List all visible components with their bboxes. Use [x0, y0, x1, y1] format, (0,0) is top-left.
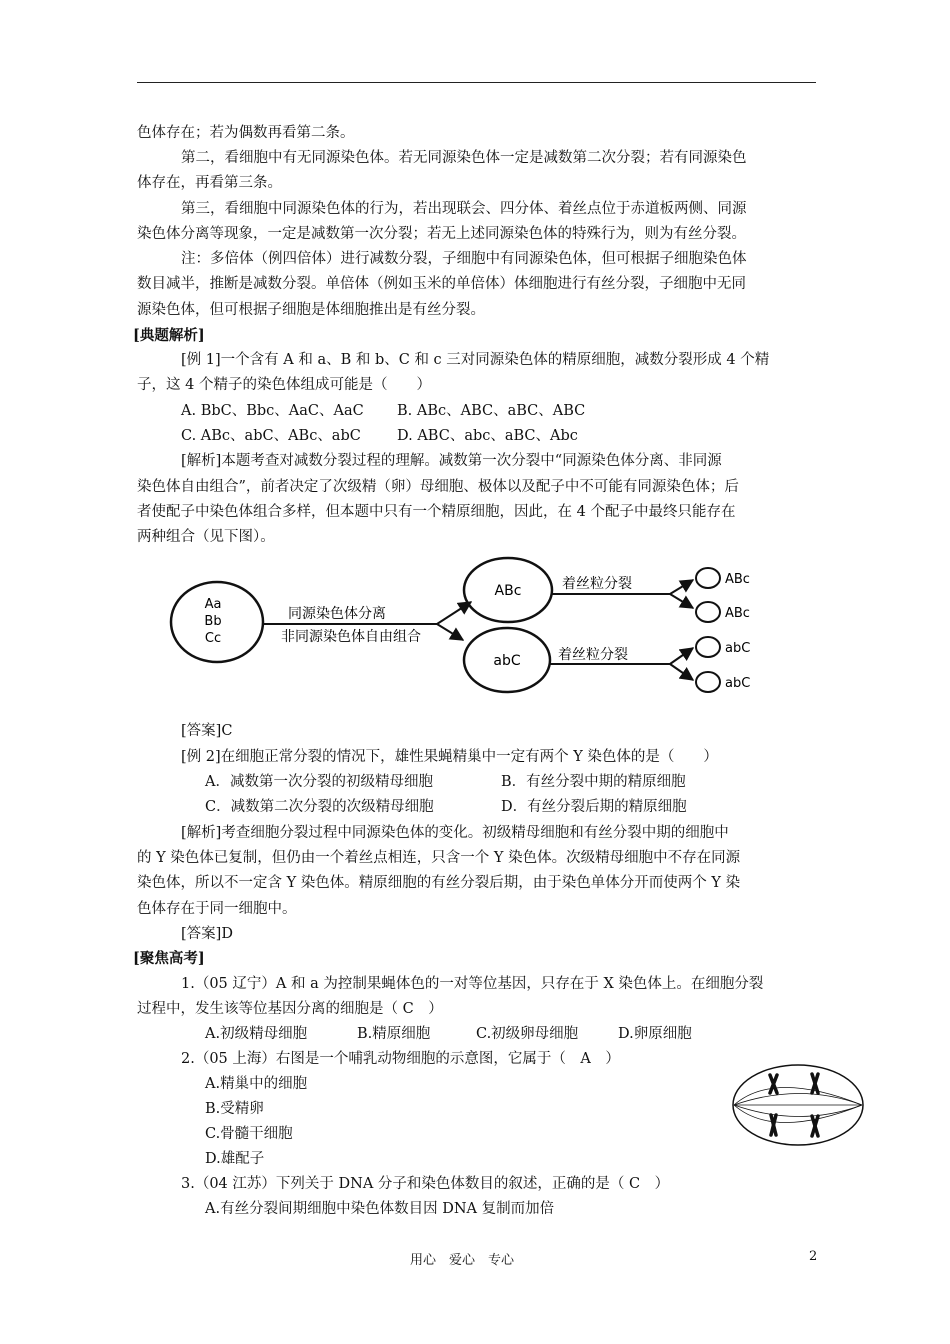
footer-motto: 用心 爱心 专心	[410, 1253, 515, 1268]
parent-gene: Aa	[204, 597, 222, 612]
split-label-bottom: 着丝粒分裂	[558, 647, 628, 663]
option: A. BbC、Bbc、AaC、AaC	[181, 403, 364, 419]
option: B.精原细胞	[357, 1026, 431, 1042]
text-line: [例 2]在细胞正常分裂的情况下，雄性果蝇精巢中一定有两个 Y 染色体的是（ ）	[181, 749, 718, 765]
text-line: 体存在，再看第三条。	[137, 175, 282, 191]
chromosome	[771, 1115, 776, 1135]
option: D.雄配子	[205, 1151, 265, 1167]
option: A.有丝分裂间期细胞中染色体数目因 DNA 复制而加倍	[205, 1201, 555, 1217]
arrow-label-top: 同源染色体分离	[288, 606, 386, 622]
option: D．有丝分裂后期的精原细胞	[501, 799, 687, 815]
text-line: [例 1]一个含有 A 和 a、B 和 b、C 和 c 三对同源染色体的精原细胞，减数分裂形成 4 个精	[181, 352, 770, 368]
section-heading: [聚焦高考]	[133, 950, 205, 967]
text-line: 色体存在；若为偶数再看第二条。	[137, 125, 355, 141]
chromosome	[812, 1116, 818, 1136]
gamete-label: abC	[725, 676, 751, 691]
text-line: 两种组合（见下图）。	[137, 529, 275, 545]
text-line: 过程中，发生该等位基因分离的细胞是（ C ）	[137, 1001, 443, 1017]
text-line: 2.（05 上海）右图是一个哺乳动物细胞的示意图，它属于（ A ）	[181, 1051, 620, 1067]
header-rule	[137, 82, 816, 83]
text-line: 注：多倍体（例四倍体）进行减数分裂，子细胞中有同源染色体，但可根据子细胞染色体	[181, 251, 747, 267]
arrow-top	[437, 602, 471, 624]
cell-label: abC	[493, 653, 521, 669]
page-number: 2	[809, 1249, 818, 1264]
text-line: 第三，看细胞中同源染色体的行为，若出现联会、四分体、着丝点位于赤道板两侧、同源	[181, 201, 747, 217]
split-label-top: 着丝粒分裂	[562, 576, 632, 592]
text-line: 染色体，所以不一定含 Y 染色体。精原细胞的有丝分裂后期，由于染色单体分开而使两个 Y 染	[137, 875, 741, 891]
text-line: 子，这 4 个精子的染色体组成可能是（ ）	[137, 377, 431, 393]
text-line: 的 Y 染色体已复制，但仍由一个着丝点相连，只含一个 Y 染色体。次级精母细胞中不存在同源	[137, 850, 741, 866]
text-line: [答案]D	[181, 926, 233, 942]
meiosis-diagram	[165, 552, 775, 702]
option: C.骨髓干细胞	[205, 1126, 293, 1142]
arrow-label-bottom: 非同源染色体自由组合	[281, 629, 421, 645]
text-line: 数目减半，推断是减数分裂。单倍体（例如玉米的单倍体）体细胞进行有丝分裂，子细胞中无同	[137, 276, 746, 292]
section-heading: [典题解析]	[133, 327, 205, 344]
option: B. ABc、ABC、aBC、ABC	[397, 403, 586, 419]
chromosome	[770, 1075, 777, 1093]
spindle-fiber	[734, 1088, 862, 1106]
option: D.卵原细胞	[618, 1026, 692, 1042]
arrow	[670, 664, 693, 680]
text-line: 1.（05 辽宁）A 和 a 为控制果蝇体色的一对等位基因，只存在于 X 染色体上。在细胞分裂	[181, 976, 764, 992]
text-line: 染色体自由组合”，前者决定了次级精（卵）母细胞、极体以及配子中不可能有同源染色体；后	[137, 479, 739, 495]
spindle-fiber	[734, 1094, 862, 1106]
option: A.初级精母细胞	[205, 1026, 308, 1042]
option: D. ABC、abc、aBC、Abc	[397, 428, 578, 444]
gamete-label: ABc	[725, 572, 750, 587]
gamete	[696, 602, 720, 622]
gamete-label: abC	[725, 641, 751, 656]
option: A.精巢中的细胞	[205, 1076, 308, 1092]
option: C. ABc、abC、ABc、abC	[181, 428, 361, 444]
text-line: [答案]C	[181, 723, 233, 739]
text-line: [解析]考查细胞分裂过程中同源染色体的变化。初级精母细胞和有丝分裂中期的细胞中	[181, 825, 729, 841]
text-line: 染色体分离等现象，一定是减数第一次分裂；若无上述同源染色体的特殊行为，则为有丝分裂。	[137, 226, 746, 242]
gamete	[696, 672, 720, 692]
arrow	[670, 580, 693, 594]
cell-label: ABc	[494, 583, 522, 599]
option: B.受精卵	[205, 1101, 264, 1117]
gamete	[696, 637, 720, 657]
text-line: 色体存在于同一细胞中。	[137, 901, 297, 917]
text-line: 3.（04 江苏）下列关于 DNA 分子和染色体数目的叙述，正确的是（ C ）	[181, 1176, 670, 1192]
spindle-fiber	[734, 1105, 862, 1117]
option: C.初级卵母细胞	[476, 1026, 579, 1042]
text-line: 源染色体，但可根据子细胞是体细胞推出是有丝分裂。	[137, 302, 485, 318]
text-line: [解析]本题考查对减数分裂过程的理解。减数第一次分裂中“同源染色体分离、非同源	[181, 453, 722, 469]
parent-gene: Cc	[204, 631, 222, 646]
spindle-fiber	[734, 1105, 862, 1123]
chromosome	[812, 1074, 818, 1093]
text-line: 者使配子中染色体组合多样，但本题中只有一个精原细胞，因此，在 4 个配子中最终只能存在	[137, 504, 736, 520]
arrow	[670, 648, 693, 664]
option: C．减数第二次分裂的次级精母细胞	[205, 799, 434, 815]
option: A．减数第一次分裂的初级精母细胞	[205, 774, 433, 790]
parent-gene: Bb	[204, 614, 222, 629]
arrow	[670, 594, 693, 608]
text-line: 第二，看细胞中有无同源染色体。若无同源染色体一定是减数第二次分裂；若有同源染色	[181, 150, 747, 166]
arrow-bottom	[437, 624, 463, 640]
gamete	[696, 568, 720, 588]
cell-figure	[730, 1062, 866, 1148]
option: B．有丝分裂中期的精原细胞	[501, 774, 686, 790]
gamete-label: ABc	[725, 606, 750, 621]
